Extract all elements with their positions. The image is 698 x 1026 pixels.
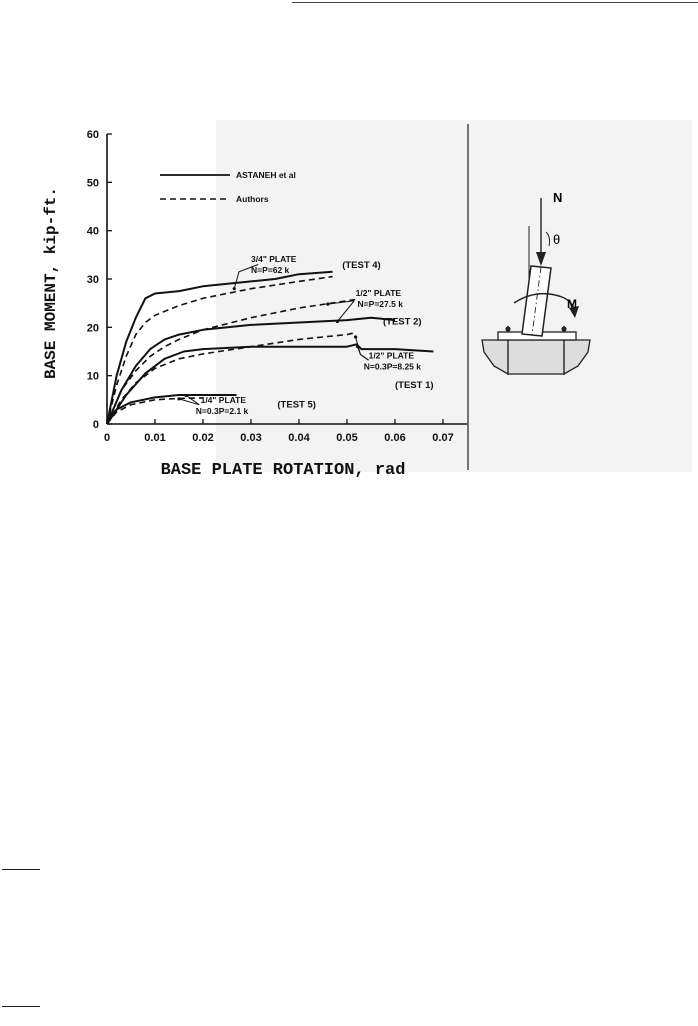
x-axis-title: BASE PLATE ROTATION, rad [160, 461, 406, 480]
annotation-4: 1/2" PLATE [355, 287, 402, 298]
annotation-1: 3/4" PLATE [251, 254, 297, 265]
x-tick-label: 0.05 [336, 432, 358, 444]
annotation-7: 1/2" PLATE [368, 350, 415, 361]
y-tick-label: 60 [86, 129, 99, 141]
y-axis-title: BASE MOMENT, kip-ft. [42, 186, 60, 380]
footnote-rule-2 [2, 1006, 40, 1007]
legend-label-2: Authors [236, 194, 269, 204]
legend-label-1: ASTANEH et al [236, 170, 296, 180]
leader-tip-2 [326, 303, 329, 306]
leader-tip-4 [354, 335, 357, 338]
x-tick-label: 0.01 [144, 432, 166, 444]
leader-tip-5 [356, 345, 359, 348]
annotation-2: N=P=62 k [251, 265, 290, 276]
leader-tip-7 [177, 397, 180, 400]
annotation-5: N=P=27.5 k [357, 299, 403, 310]
annotation-9: (TEST 1) [395, 380, 434, 392]
annotation-6: (TEST 2) [383, 316, 422, 328]
y-tick-label: 40 [86, 225, 99, 238]
leader-tip-3 [336, 320, 339, 323]
leader-tip-6 [185, 394, 188, 397]
nut-right [561, 326, 566, 331]
footnote-rule-1 [2, 869, 40, 870]
y-tick-label: 20 [86, 322, 99, 335]
annotation-8: N=0.3P=8.25 k [363, 361, 421, 372]
y-tick-label: 50 [86, 177, 99, 190]
x-tick-label: 0.07 [432, 432, 454, 444]
x-tick-label: 0 [103, 432, 111, 444]
annotation-10: 1/4" PLATE [200, 395, 247, 406]
x-tick-label: 0.03 [240, 432, 262, 444]
y-tick-label: 30 [86, 274, 99, 286]
annotation-12: (TEST 5) [277, 399, 316, 411]
x-tick-label: 0.02 [192, 432, 214, 444]
annotation-3: (TEST 4) [342, 259, 381, 271]
footing-shape [482, 340, 590, 374]
x-tick-label: 0.06 [384, 432, 406, 444]
leader-tip-1 [233, 287, 236, 290]
nut-left [505, 326, 510, 331]
moment-label: M [567, 297, 577, 311]
y-tick-label: 0 [92, 419, 99, 431]
leader-line-7 [179, 399, 199, 405]
x-tick-label: 0.04 [288, 432, 310, 444]
annotation-11: N=0.3P=2.1 k [195, 405, 249, 416]
axial-load-label: N [553, 190, 563, 205]
rotation-label: θ [553, 232, 561, 247]
y-tick-label: 10 [86, 370, 99, 383]
